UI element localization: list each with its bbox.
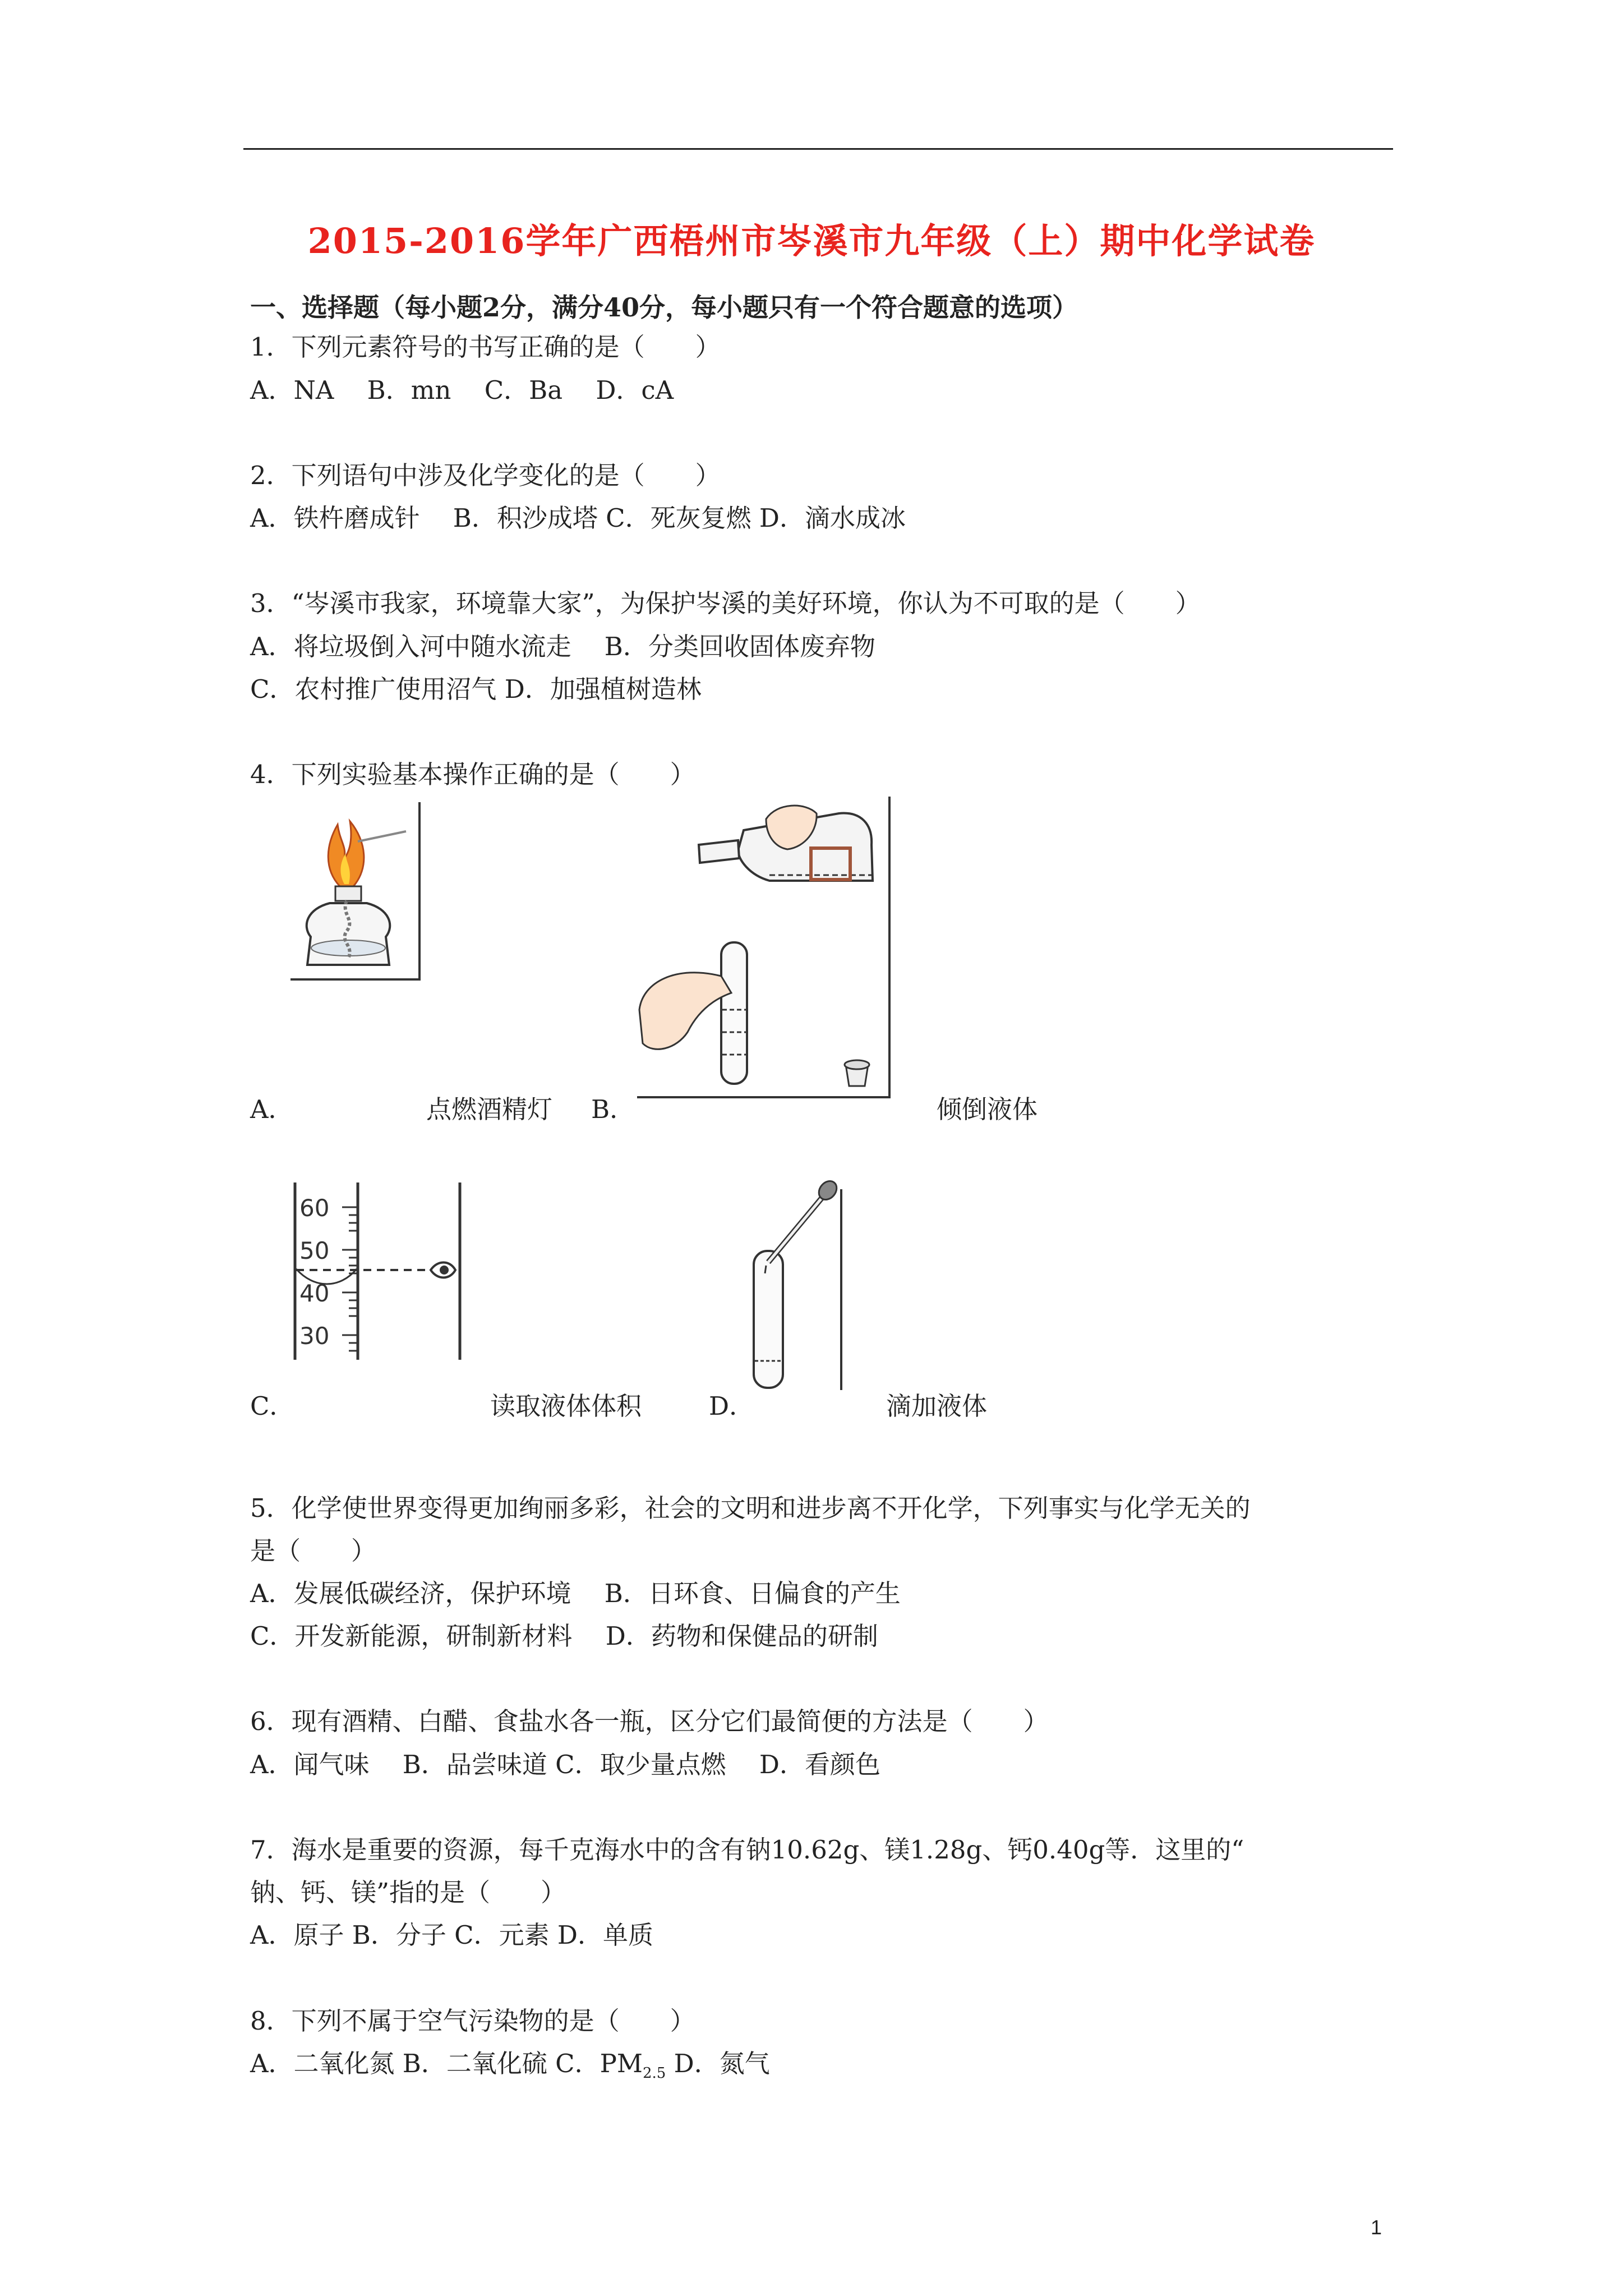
- question-8-stem: 8．下列不属于空气污染物的是（ ）: [250, 2006, 695, 2036]
- question-4-option-a-letter: A．: [250, 1094, 294, 1124]
- question-5-options-line2: C．开发新能源，研制新材料 D．药物和保健品的研制: [250, 1621, 878, 1651]
- graduated-cylinder-figure: [286, 1182, 465, 1362]
- question-8-options-tail: D．氮气: [666, 2049, 770, 2078]
- question-4-option-b-letter: B．: [591, 1094, 635, 1124]
- question-4-option-c-letter: C．: [250, 1391, 295, 1421]
- question-4-option-d-letter: D．: [709, 1391, 755, 1421]
- question-4-option-c-caption: 读取液体体积: [490, 1391, 642, 1421]
- question-6-options: A．闻气味 B．品尝味道 C．取少量点燃 D．看颜色: [250, 1750, 880, 1779]
- question-4-option-b-caption: 倾倒液体: [937, 1094, 1038, 1124]
- cylinder-tick-label: 50: [299, 1237, 330, 1264]
- cylinder-tick-label: 40: [299, 1280, 330, 1307]
- question-8-options-text: A．二氧化氮 B．二氧化硫 C．PM: [250, 2049, 643, 2078]
- header-rule: [243, 148, 1393, 150]
- question-4-option-a-caption: 点燃酒精灯: [426, 1094, 553, 1124]
- alcohol-lamp-figure: [291, 802, 425, 982]
- question-5-stem-line2: 是（ ）: [250, 1536, 377, 1566]
- cylinder-tick-label: 30: [299, 1322, 330, 1350]
- question-3-options-line2: C．农村推广使用沼气 D．加强植树造林: [250, 674, 702, 704]
- pouring-liquid-figure: [637, 797, 895, 1099]
- question-3-stem: 3．“岑溪市我家，环境靠大家”，为保护岑溪的美好环境，你认为不可取的是（ ）: [250, 588, 1201, 618]
- page-title: 2015-2016学年广西梧州市岑溪市九年级（上）期中化学试卷: [307, 220, 1316, 261]
- question-1-stem: 1．下列元素符号的书写正确的是（ ）: [250, 332, 721, 362]
- question-6-stem: 6．现有酒精、白醋、食盐水各一瓶，区分它们最简便的方法是（ ）: [250, 1706, 1049, 1736]
- question-2-options: A．铁杵磨成针 B．积沙成塔 C．死灰复燃 D．滴水成冰: [250, 503, 906, 533]
- question-1-options: A．NA B．mn C．Ba D．cA: [250, 375, 674, 405]
- question-4-stem: 4．下列实验基本操作正确的是（ ）: [250, 760, 695, 789]
- dropping-liquid-figure: [746, 1178, 847, 1391]
- pm-subscript: 2.5: [642, 2065, 666, 2082]
- question-2-stem: 2．下列语句中涉及化学变化的是（ ）: [250, 461, 721, 490]
- section-heading: 一、选择题（每小题2分，满分40分，每小题只有一个符合题意的选项）: [250, 292, 1078, 323]
- question-7-stem-line1: 7．海水是重要的资源，每千克海水中的含有钠10.62g、镁1.28g、钙0.40g等．这里的“: [250, 1835, 1244, 1865]
- cylinder-tick-label: 60: [299, 1194, 330, 1222]
- question-4-option-d-caption: 滴加液体: [886, 1391, 988, 1421]
- question-7-stem-line2: 钠、钙、镁”指的是（ ）: [250, 1878, 566, 1907]
- page-number: 1: [1371, 2216, 1382, 2239]
- question-5-options-line1: A．发展低碳经济，保护环境 B．日环食、日偏食的产生: [250, 1579, 901, 1608]
- question-7-options: A．原子 B．分子 C．元素 D．单质: [250, 1920, 653, 1950]
- question-3-options-line1: A．将垃圾倒入河中随水流走 B．分类回收固体废弃物: [250, 632, 875, 661]
- question-8-options: [250, 2051, 770, 2081]
- question-5-stem-line1: 5．化学使世界变得更加绚丽多彩，社会的文明和进步离不开化学，下列事实与化学无关的: [250, 1493, 1251, 1523]
